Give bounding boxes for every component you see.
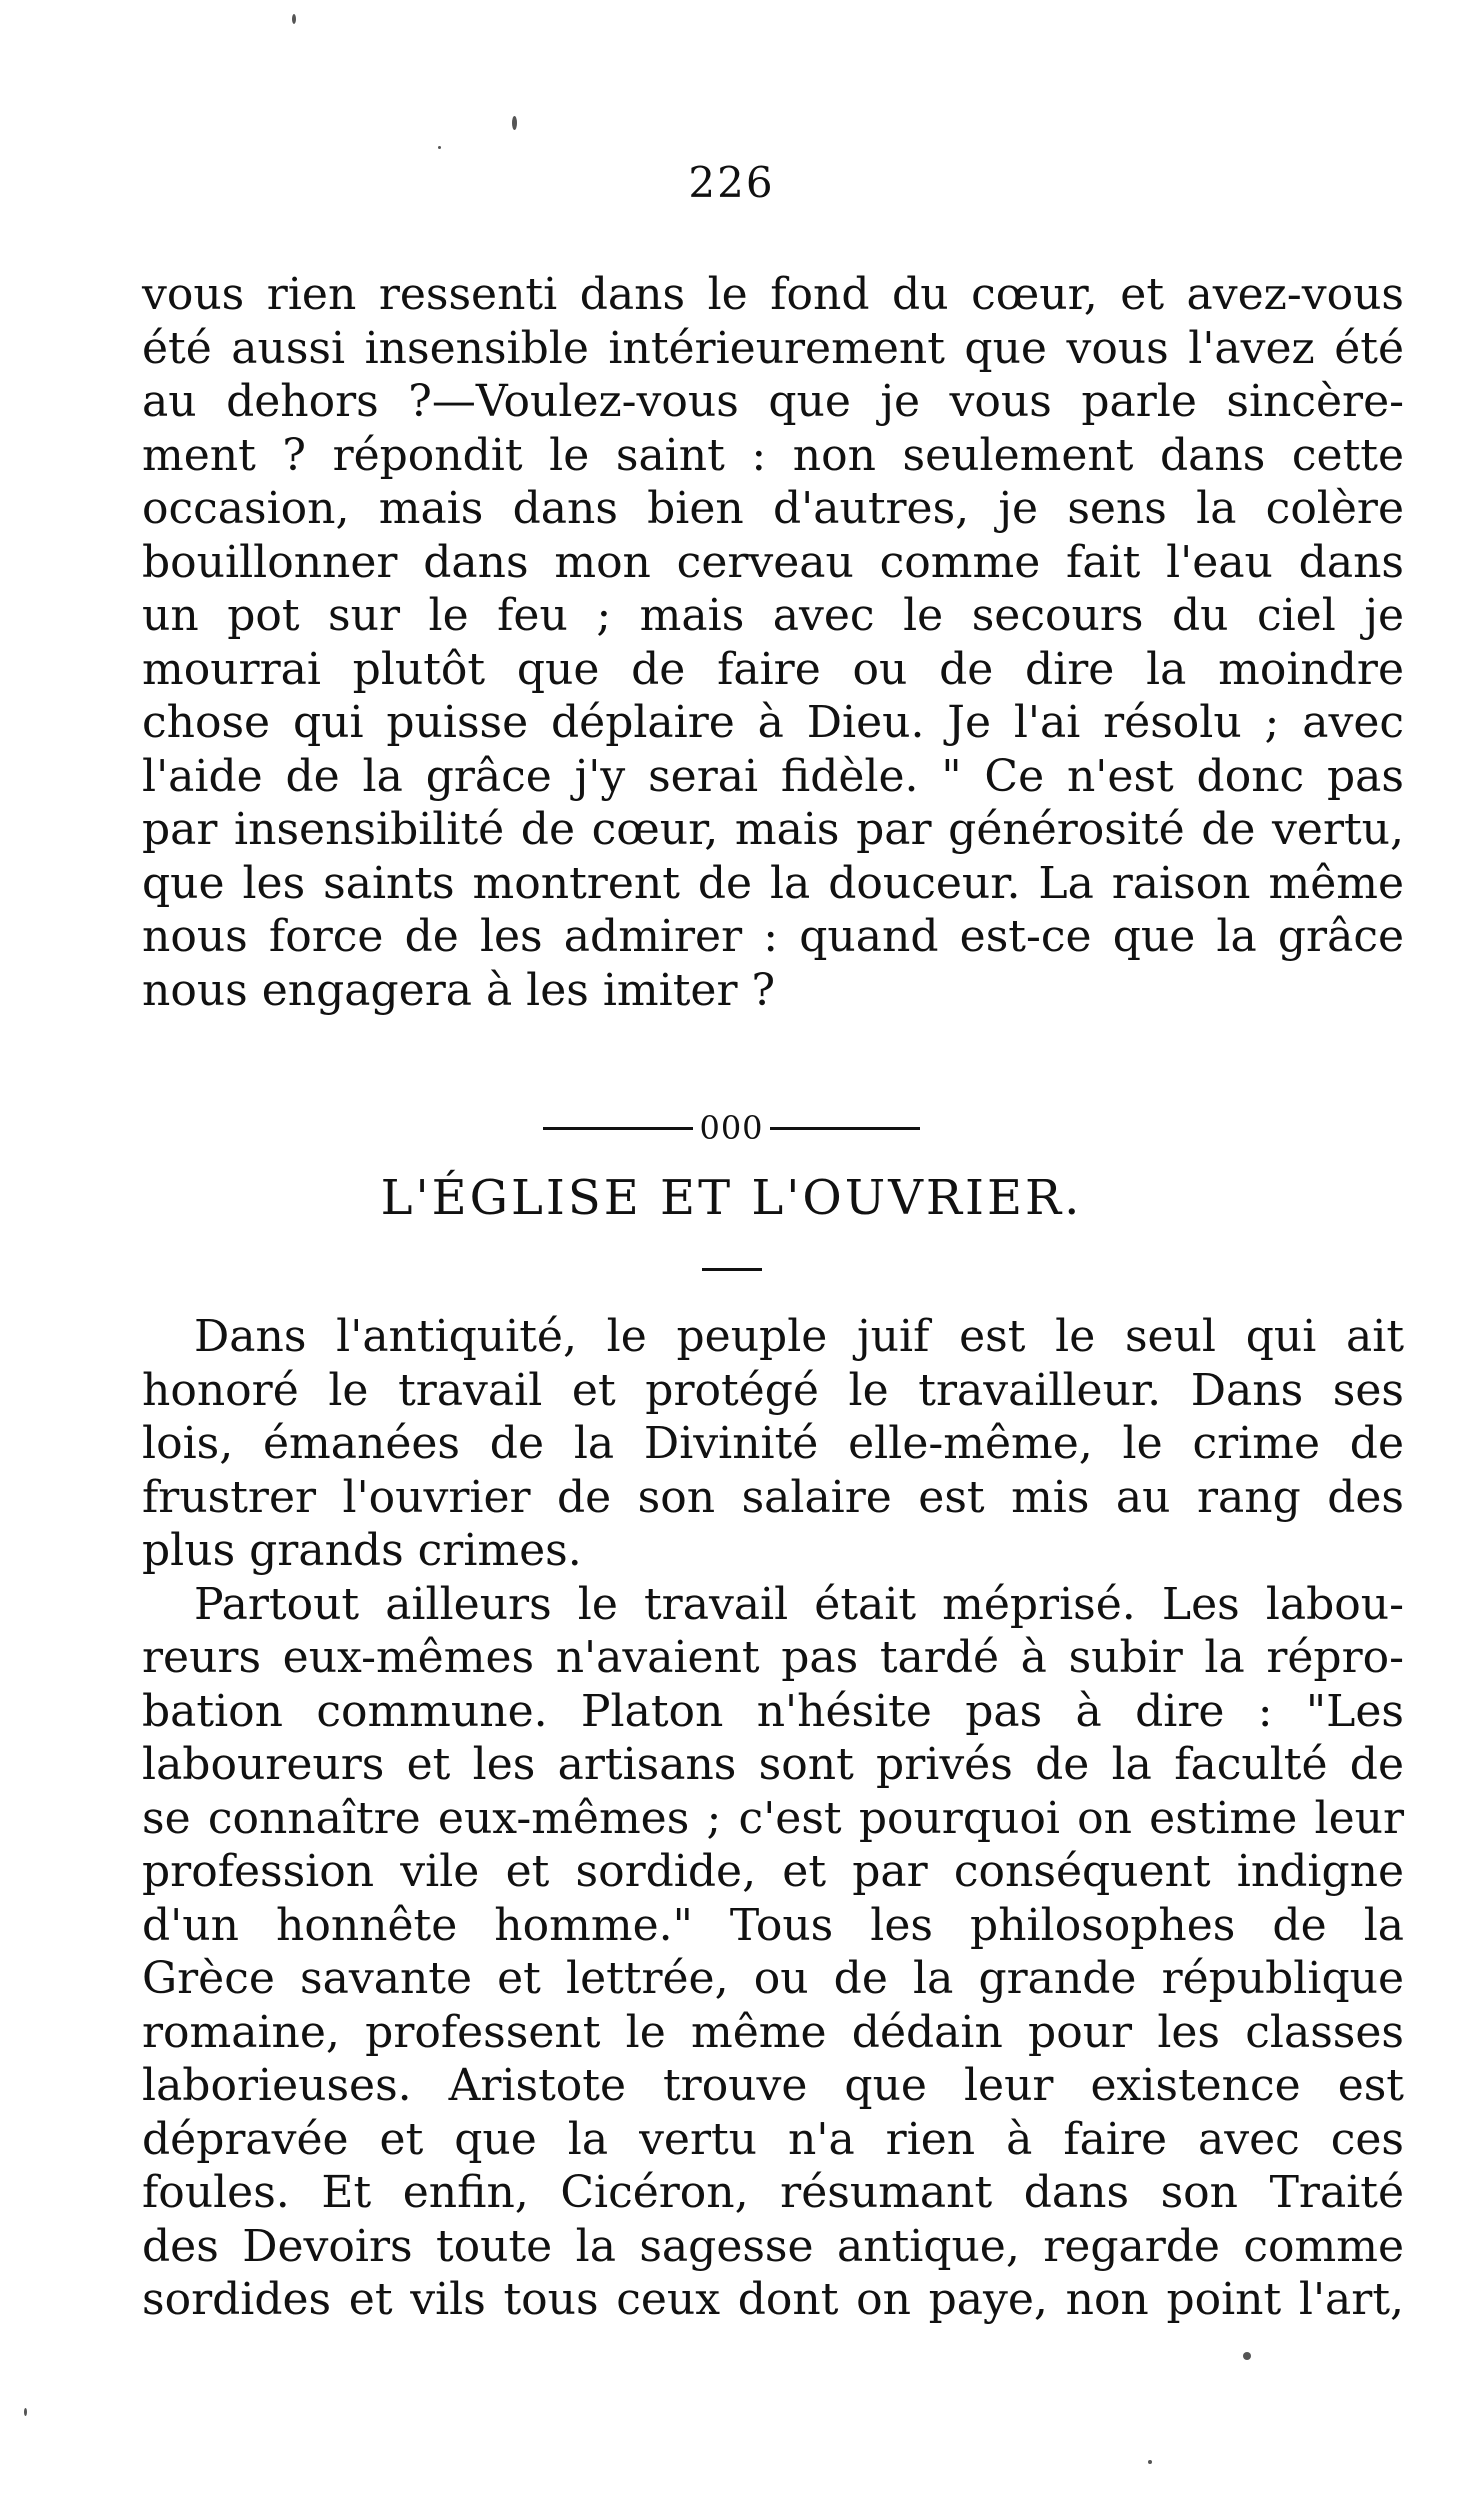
text-line: honoré le travail et protégé le travailleur. Dans ses <box>142 1364 1404 1416</box>
text-line: plus grands crimes. <box>142 1525 582 1576</box>
text-line: ment ? répondit le saint : non seulement dans cette <box>142 429 1404 481</box>
separator-mark: 000 <box>699 1109 764 1147</box>
text-line: laborieuses. Aristote trouve que leur existence est <box>142 2060 1404 2111</box>
text-line: un pot sur le feu ; mais avec le secours du ciel je <box>142 590 1404 641</box>
scan-speck <box>24 2408 27 2416</box>
text-line: sordides et vils tous ceux dont on paye, non point l'art, <box>142 2274 1404 2325</box>
section-body <box>142 1310 1404 2327</box>
text-line: par insensibilité de cœur, mais par générosité de vertu, <box>142 804 1404 855</box>
text-line: lois, émanées de la Divinité elle-même, le crime de <box>142 1418 1404 1469</box>
scan-speck <box>512 116 517 130</box>
paragraph-2 <box>142 1578 1404 2327</box>
title-rule <box>702 1268 762 1271</box>
text-line: vous rien ressenti dans le fond du cœur, et avez-vous <box>142 269 1404 320</box>
section-title: L'ÉGLISE ET L'OUVRIER. <box>380 1170 1083 1226</box>
section-separator <box>0 1109 1463 1147</box>
text-line: mourrai plutôt que de faire ou de dire la moindre <box>142 643 1404 695</box>
text-line: d'un honnête homme." Tous les philosophes de la <box>142 1899 1404 1951</box>
text-line: Partout ailleurs le travail était méprisé. Les labou- <box>194 1578 1404 1630</box>
scan-speck <box>292 14 296 24</box>
separator-dash-right <box>770 1127 920 1130</box>
text-line: au dehors ?—Voulez-vous que je vous parle sincère- <box>142 376 1404 427</box>
text-line: reurs eux-mêmes n'avaient pas tardé à subir la répro- <box>142 1632 1404 1683</box>
text-line: frustrer l'ouvrier de son salaire est mis au rang des <box>142 1471 1404 1523</box>
text-line: romaine, professent le même dédain pour les classes <box>142 2006 1404 2058</box>
text-line: que les saints montrent de la douceur. La raison même <box>142 857 1404 909</box>
text-line: dépravée et que la vertu n'a rien à faire avec ces <box>142 2113 1404 2165</box>
top-paragraph <box>142 268 1404 1017</box>
scan-speck <box>1243 2352 1251 2360</box>
text-line: bation commune. Platon n'hésite pas à dire : "Les <box>142 1685 1404 1737</box>
scan-speck <box>1148 2460 1152 2464</box>
text-line: se connaître eux-mêmes ; c'est pourquoi on estime leur <box>142 1792 1404 1844</box>
page-number: 226 <box>688 158 775 207</box>
text-line: Dans l'antiquité, le peuple juif est le seul qui ait <box>194 1311 1404 1362</box>
text-line: chose qui puisse déplaire à Dieu. Je l'ai résolu ; avec <box>142 697 1404 748</box>
text-line: bouillonner dans mon cerveau comme fait l'eau dans <box>142 536 1404 588</box>
text-line: des Devoirs toute la sagesse antique, regarde comme <box>142 2220 1404 2272</box>
scan-speck <box>438 146 441 149</box>
text-line: foules. Et enfin, Cicéron, résumant dans son Traité <box>142 2167 1404 2218</box>
text-line: Grèce savante et lettrée, ou de la grande république <box>142 1953 1404 2004</box>
text-line: laboureurs et les artisans sont privés de la faculté de <box>142 1739 1404 1790</box>
text-line: profession vile et sordide, et par conséquent indigne <box>142 1846 1404 1897</box>
text-line: nous engagera à les imiter ? <box>142 964 776 1016</box>
text-line: occasion, mais dans bien d'autres, je sens la colère <box>142 483 1404 534</box>
text-line: l'aide de la grâce j'y serai fidèle. " Ce n'est donc pas <box>142 750 1404 802</box>
separator-dash-left <box>543 1127 693 1130</box>
text-line: nous force de les admirer : quand est-ce que la grâce <box>142 911 1404 962</box>
paragraph-1 <box>142 1310 1404 1578</box>
text-line: été aussi insensible intérieurement que vous l'avez été <box>142 322 1404 374</box>
